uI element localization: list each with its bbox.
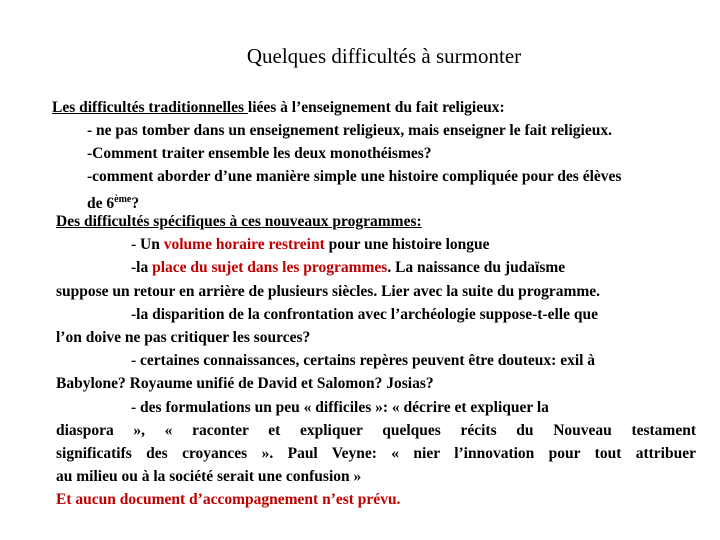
red-highlight: place du sujet dans les programmes [152, 259, 388, 277]
final-statement: Et aucun document d’accompagnement n’est prévu. [56, 491, 401, 509]
section-traditional-difficulties [52, 96, 712, 215]
bullet-continuation: suppose un retour en arrière de plusieurs siècles. Lier avec la suite du programme. [56, 282, 601, 300]
section-specific-difficulties [56, 210, 696, 512]
section1-item3-end: ? [131, 195, 140, 213]
section1-item [87, 165, 712, 215]
section1-item3-cont: de 6 [87, 195, 115, 213]
superscript-eme: ème [114, 194, 132, 205]
section1-item: -Comment traiter ensemble les deux monothéismes? [87, 145, 432, 162]
section1-heading [52, 96, 712, 119]
bullet-volume-horaire [56, 233, 696, 256]
bullet-continuation: au milieu ou à la société serait une confusion » [56, 468, 362, 486]
bullet-place-du-sujet [56, 256, 696, 279]
slide-title: Quelques difficultés à surmonter [246, 44, 522, 68]
bullet-text: . La naissance du judaïsme [387, 259, 566, 277]
section1-item3-text: -comment aborder d’une manière simple une histoire compliquée pour des élèves [87, 168, 622, 185]
bullet-continuation: l’on doive ne pas critiquer les sources? [56, 329, 311, 347]
section2-heading: Des difficultés spécifiques à ces nouveaux programmes: [56, 213, 422, 230]
bullet-continuation: significatifs des croyances ». Paul Veyne: « nier l’innovation pour tout attribuer [56, 445, 696, 463]
bullet-text: -la [131, 259, 153, 277]
section1-heading-underlined: Les difficultés traditionnelles [52, 99, 248, 116]
bullet-text: pour une histoire longue [324, 236, 490, 254]
bullet-continuation: diaspora », « raconter et expliquer quelques récits du Nouveau testament [56, 421, 696, 439]
section1-heading-rest: liées à l’enseignement du fait religieux: [247, 99, 505, 116]
bullet-continuation: Babylone? Royaume unifié de David et Salomon? Josias? [56, 375, 434, 393]
red-highlight: volume horaire restreint [163, 236, 325, 254]
bullet-reperes: - certaines connaissances, certains repères peuvent être douteux: exil à [131, 352, 596, 370]
bullet-formulations: - des formulations un peu « difficiles »: « décrire et expliquer la [131, 398, 549, 416]
bullet-text: - Un [131, 236, 164, 254]
section1-item: - ne pas tomber dans un enseignement religieux, mais enseigner le fait religieux. [87, 122, 612, 139]
bullet-archeologie: -la disparition de la confrontation avec l’archéologie suppose-t-elle que [131, 305, 598, 323]
